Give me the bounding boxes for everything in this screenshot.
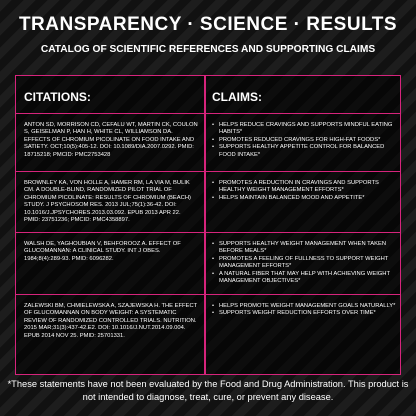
citation-text: ANTON SD, MORRISON CD, CEFALU WT, MARTIN CK, COULON S, GEISELMAN P, HAN H, WHITE CL, WILLIAMSON DA. EFFECTS OF CHROMIUM PICOLINATE ON FOOD INTAKE AND SATIETY. OCT;10(5):405-12. DOI: 10.1089/DIA.2007.0292. PMID: 18715218; PMCID: PMC2753428	[24, 122, 198, 158]
claims-list	[212, 233, 396, 294]
references-table	[15, 75, 401, 375]
claim-item: • HELPS PROMOTE WEIGHT MANAGEMENT GOALS NATURALLY*	[212, 303, 396, 309]
claim-item: • PROMOTES A REDUCTION IN CRAVINGS AND SUPPORTS HEALTHY WEIGHT MANAGEMENT EFFORTS*	[212, 180, 379, 194]
table-row	[16, 172, 400, 233]
citation-text: WALSH DE, YAGHOUBIAN V, BEHFOROOZ A. EFFECT OF GLUCOMANNAN: A CLINICAL STUDY. INT J OBES. 1984;8(4):289-93. PMID: 6096282.	[24, 241, 181, 262]
table-row	[16, 295, 400, 376]
page-title: TRANSPARENCY · SCIENCE · RESULTS	[18, 14, 398, 35]
citations-header: CITATIONS:	[24, 90, 91, 104]
page-subtitle: CATALOG OF SCIENTIFIC REFERENCES AND SUPPORTING CLAIMS	[40, 44, 376, 55]
table-header-row	[16, 76, 400, 114]
claims-list	[212, 295, 396, 376]
claim-item: • SUPPORTS HEALTHY APPETITE CONTROL FOR BALANCED FOOD INTAKE*	[212, 144, 385, 158]
claims-list	[212, 172, 396, 232]
table-row	[16, 233, 400, 295]
claim-item: • HELPS REDUCE CRAVINGS AND SUPPORTS MINDFUL EATING HABITS*	[212, 122, 393, 136]
claim-item: • SUPPORTS HEALTHY WEIGHT MANAGEMENT WHEN TAKEN BEFORE MEALS*	[212, 241, 387, 255]
citation-text: BROWNLEY KA, VON HOLLE A, HAMER RM, LA VIA M, BULIK CM. A DOUBLE-BLIND, RANDOMIZED PILOT TRIAL OF CHROMIUM PICOLINATE: RESULTS OF CHROMIUM (BEACH) STUDY. J PSYCHOSOM RES. 2013 JUL;75(1):36-42. DOI: 10.1016/J.JPSYCHORES.2013.03.092. EPUB 2013 APR 22. PMID: 23751236; PMCID: PMC4358897.	[24, 180, 191, 224]
citation-text: ZALEWSKI BM, CHMIELEWSKA A, SZAJEWSKA H. THE EFFECT OF GLUCOMANNAN ON BODY WEIGHT: A SYSTEMATIC REVIEW OF RANDOMIZED CONTROLLED TRIALS. NUTRITION. 2015 MAR;31(3):437-42.E2. DOI: 10.1016/J.NUT.2014.09.004. EPUB 2014 NOV 25. PMID: 25701331.	[24, 303, 198, 339]
table-row	[16, 114, 400, 172]
claim-item: • HELPS MAINTAIN BALANCED MOOD AND APPETITE*	[212, 194, 365, 201]
claim-item: • PROMOTES A FEELING OF FULLNESS TO SUPPORT WEIGHT MANAGEMENT EFFORTS*	[212, 255, 389, 270]
claims-header: CLAIMS:	[212, 90, 262, 104]
claim-item: • SUPPORTS WEIGHT REDUCTION EFFORTS OVER TIME*	[212, 310, 376, 317]
claim-item: • PROMOTES REDUCED CRAVINGS FOR HIGH-FAT FOODS*	[212, 136, 381, 143]
claim-item: • A NATURAL FIBER THAT MAY HELP WITH ACHIEVING WEIGHT MANAGEMENT OBJECTIVES*	[212, 270, 390, 285]
fda-disclaimer: *These statements have not been evaluated by the Food and Drug Administration. This product is not intended to diagnose, treat, cure, or prevent any disease.	[7, 379, 409, 402]
claims-list	[212, 114, 396, 171]
